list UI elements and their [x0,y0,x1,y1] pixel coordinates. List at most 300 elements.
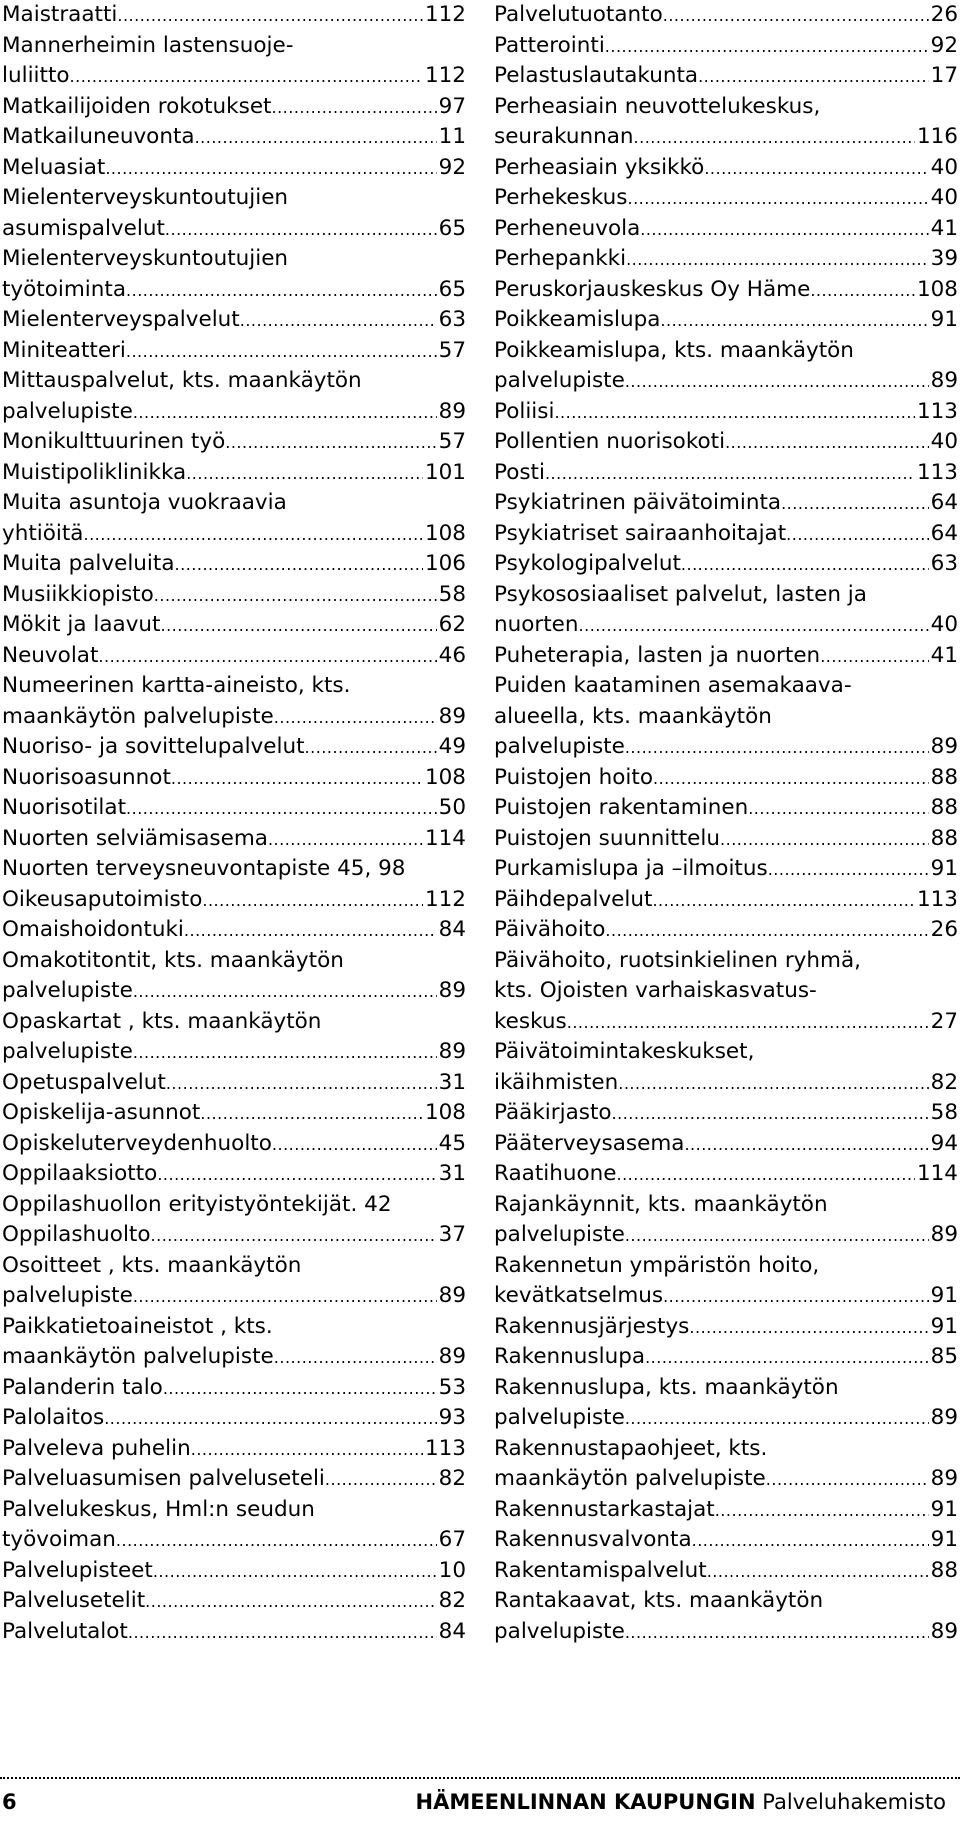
index-entry-text: Palvelukeskus, Hml:n seudun [2,1496,315,1522]
index-entry [494,458,958,489]
index-entry [2,122,466,153]
dot-leader [625,1618,929,1648]
index-entry-text: Rakennusvalvonta [494,1527,692,1552]
dot-leader [160,611,436,641]
index-entry-text: Purkamislupa ja –ilmoitus [494,856,768,881]
index-entry [2,885,466,916]
index-entry-text: Numeerinen kartta-aineisto, kts. [2,673,351,698]
index-entry-page: 89 [930,1405,958,1430]
index-entry-text: Palvelutalot [2,1618,128,1644]
index-entry-text: Puistojen suunnittelu [494,825,721,851]
dot-leader [325,1465,437,1495]
index-entry-text: Mielenterveyskuntoutujien [2,246,289,271]
index-entry-page: 85 [930,1344,958,1369]
index-entry-text: Rakennetun ympäristön hoito, [494,1252,820,1278]
index-entry [2,305,466,336]
dot-leader [105,154,436,184]
index-entry [2,458,466,489]
index-entry [2,397,466,428]
index-entry-page: 17 [930,63,958,88]
index-entry [494,1068,958,1099]
index-entry [494,1464,958,1495]
index-entry-page: 116 [916,124,958,149]
index-entry-text: Mittauspalvelut, kts. maankäytön [2,368,362,393]
dot-leader [157,1160,436,1190]
index-entry [2,854,466,885]
index-entry [2,1129,466,1160]
dot-leader [605,32,929,62]
index-entry-text: Matkailuneuvonta [2,124,195,149]
index-entry [2,1098,466,1129]
index-entry [494,549,958,580]
index-entry-text: Oikeusaputoimisto [2,886,203,912]
index-entry-text: palvelupiste [494,734,625,759]
index-entry-page: 84 [438,917,466,942]
index-entry [2,1525,466,1556]
index-entry-page: 49 [438,734,466,759]
index-entry-text: Perhekeskus [494,185,628,210]
dot-leader [195,123,437,153]
index-entry [494,1312,958,1343]
index-entry-page: 101 [424,459,466,485]
index-entry-page: 112 [424,886,466,912]
dot-leader [126,794,437,824]
index-entry-text: Muita asuntoja vuokraavia [2,490,287,515]
index-entry-text: Pääkirjasto [494,1100,612,1125]
index-entry-text: Poikkeamislupa [494,307,661,332]
index-entry-page: 88 [930,764,958,790]
dot-leader [768,855,929,885]
index-entry [494,793,958,824]
index-entry [494,671,958,702]
index-entry-text: Palolaitos [2,1405,105,1430]
index-entry [494,336,958,367]
index-entry-page: 89 [438,1283,466,1308]
dot-leader [126,337,437,367]
index-entry-page: 91 [930,307,958,332]
dot-leader [616,1160,914,1190]
dot-leader [626,245,929,275]
dot-leader [274,1343,437,1373]
index-entry-text: Mielenterveyskuntoutujien [2,185,289,210]
dot-leader [175,550,423,580]
dot-leader [640,215,928,245]
index-entry [2,1495,466,1526]
index-entry [2,427,466,458]
index-entry-page: 82 [438,1466,466,1491]
index-entry-text: Omakotitontit, kts. maankäytön [2,947,344,973]
dot-leader [191,1435,423,1465]
index-entry-page: 57 [438,429,466,454]
index-entry-page: 108 [424,764,466,790]
index-entry [494,1342,958,1373]
index-entry-page: 112 [424,2,466,27]
index-entry-page: 89 [438,703,466,729]
index-entry-text: Peruskorjauskeskus Oy Häme [494,276,811,302]
index-entry-text: Oppilashuollon erityistyöntekijät. 42 [2,1191,392,1217]
index-entry [2,1464,466,1495]
index-entry-page: 97 [438,93,466,119]
index-entry-text: seurakunnan [494,124,634,149]
index-entry-text: Posti [494,459,545,485]
index-entry-text: Rakentamispalvelut [494,1557,707,1583]
index-column-right [494,0,958,1647]
index-entry-page: 64 [930,490,958,515]
index-entry-text: Neuvolat [2,642,99,668]
index-entry-page: 106 [424,551,466,576]
index-entry-page: 114 [916,1161,958,1186]
index-entry-page: 89 [438,978,466,1003]
index-entry-page: 40 [930,429,958,454]
index-entry [494,1159,958,1190]
index-entry [494,153,958,184]
index-entry-text: palvelupiste [494,1222,625,1247]
index-entry-text: palvelupiste [494,368,625,393]
dot-leader [133,977,437,1007]
index-entry-page: 108 [424,520,466,546]
index-entry-text: Palvelutuotanto [494,2,663,27]
index-entry-text: Poikkeamislupa, kts. maankäytön [494,337,854,363]
index-entry-page: 113 [916,459,958,485]
index-entry-text: Palvelusetelit [2,1588,146,1613]
index-entry-page: 27 [930,1008,958,1034]
index-entry-page: 112 [424,63,466,88]
index-entry-page: 89 [438,1039,466,1064]
dot-leader [166,1069,437,1099]
dot-leader [663,1282,929,1312]
index-entry-text: Opiskeluterveydenhuolto [2,1130,272,1156]
index-entry [2,0,466,31]
index-entry [2,1007,466,1038]
index-entry [494,427,958,458]
index-entry [494,31,958,62]
dot-leader [133,398,437,428]
index-entry-text: Muita palveluita [2,551,175,576]
page-footer [0,1787,960,1817]
index-entry [494,854,958,885]
dot-leader [145,1587,436,1617]
index-column-left [2,0,466,1647]
dot-leader [781,489,929,519]
index-entry-text: Päivätoimintakeskukset, [494,1039,755,1064]
index-entry [494,1495,958,1526]
index-entry-text: Puistojen rakentaminen [494,795,749,820]
index-entry [494,1617,958,1648]
index-entry-page: 88 [930,795,958,820]
index-entry [2,1556,466,1587]
dot-leader [200,1099,423,1129]
index-entry [2,366,466,397]
dot-leader [625,1221,929,1251]
index-entry-text: Nuorisoasunnot [2,764,171,790]
index-entry-page: 91 [930,1283,958,1308]
footer-divider [0,1777,960,1779]
page-number: 6 [2,1790,17,1814]
index-entry-text: Raatihuone [494,1161,617,1186]
dot-leader [567,1008,929,1038]
index-entry [494,366,958,397]
index-entry-text: Rantakaavat, kts. maankäytön [494,1588,824,1613]
index-entry [2,702,466,733]
index-entry-page: 114 [424,825,466,851]
index-entry-page: 64 [930,520,958,546]
index-entry-page: 31 [438,1161,466,1186]
dot-leader [104,1404,436,1434]
dot-leader [660,306,928,336]
index-entry-text: Patterointi [494,32,605,58]
index-entry-text: Perheasiain neuvottelukeskus, [494,93,821,119]
index-entry [2,183,466,214]
index-entry [494,519,958,550]
index-entry-text: Psykiatriset sairaanhoitajat [494,520,787,546]
index-entry-text: Maistraatti [2,2,118,27]
dot-leader [225,428,436,458]
index-entry-text: Palveleva puhelin [2,1435,191,1461]
index-entry-text: Palanderin talo [2,1374,163,1400]
index-entry-text: Mielenterveyspalvelut [2,307,240,332]
index-entry-text: palvelupiste [2,398,133,424]
dot-leader [186,459,423,489]
dot-leader [627,184,928,214]
index-entry-page: 82 [930,1069,958,1095]
dot-leader [618,1069,928,1099]
dot-leader [98,642,436,672]
index-entry [494,1525,958,1556]
index-entry-text: Omaishoidontuki [2,917,184,942]
index-entry-page: 67 [438,1527,466,1552]
index-entry-text: ikäihmisten [494,1069,619,1095]
index-entry [2,1037,466,1068]
dot-leader [154,581,437,611]
index-entry-text: Päivähoito, ruotsinkielinen ryhmä, [494,947,861,973]
dot-leader [652,886,915,916]
dot-leader [554,398,915,428]
index-entry [2,1312,466,1343]
index-entry-text: Mökit ja laavut [2,612,161,637]
dot-leader [171,764,423,794]
index-entry-page: 88 [930,1557,958,1583]
index-entry [2,915,466,946]
index-entry-text: nuorten [494,612,579,637]
index-entry-page: 31 [438,1069,466,1095]
index-entry-page: 113 [424,1435,466,1461]
index-entry-text: Nuorten selviämisasema [2,825,268,851]
dot-leader [116,1526,437,1556]
index-entry-page: 39 [930,246,958,271]
index-entry-page: 26 [930,2,958,27]
dot-leader [625,1404,929,1434]
index-entry [494,92,958,123]
index-entry-page: 40 [930,612,958,637]
index-entry-text: Puheterapia, lasten ja nuorten [494,642,821,668]
index-entry-text: Nuorisotilat [2,795,127,820]
index-entry [2,1281,466,1312]
index-entry-text: Musiikkiopisto [2,581,154,607]
dot-leader [202,886,423,916]
index-entry-text: luliitto [2,63,70,88]
dot-leader [272,1130,437,1160]
index-entry [2,824,466,855]
index-entry-page: 108 [916,276,958,302]
index-entry-page: 37 [438,1222,466,1247]
index-entry-page: 92 [438,154,466,180]
index-entry-text: palvelupiste [2,1283,133,1308]
dot-leader [786,520,928,550]
index-entry-page: 58 [438,581,466,607]
index-entry [2,1190,466,1221]
dot-leader [274,703,437,733]
index-entry [2,488,466,519]
index-entry [2,1373,466,1404]
index-entry-page: 93 [438,1405,466,1430]
index-entry-text: kts. Ojoisten varhaiskasvatus- [494,978,817,1003]
index-entry [2,336,466,367]
index-entry [2,1617,466,1648]
dot-leader [820,642,928,672]
index-entry-text: keskus [494,1008,567,1034]
index-entry-text: Rakennustapaohjeet, kts. [494,1435,768,1461]
index-entry-page: 41 [930,642,958,668]
index-entry [494,61,958,92]
index-entry [2,763,466,794]
index-entry [2,275,466,306]
index-entry [2,1068,466,1099]
dot-leader [715,1496,929,1526]
index-entry [494,0,958,31]
index-entry [2,1251,466,1282]
index-entry [494,641,958,672]
index-entry [2,671,466,702]
index-entry-text: palvelupiste [2,978,133,1003]
index-entry-page: 92 [930,32,958,58]
index-entry-text: Nuoriso- ja sovittelupalvelut [2,734,305,759]
index-entry [2,580,466,611]
index-entry [2,1586,466,1617]
index-entry [494,305,958,336]
index-entry-page: 40 [930,185,958,210]
index-entry-text: palvelupiste [494,1405,625,1430]
index-entry-page: 11 [438,124,466,149]
index-entry-page: 108 [424,1100,466,1125]
index-entry-text: Palveluasumisen palveluseteli [2,1466,325,1491]
index-entry-page: 89 [438,1344,466,1369]
index-entry [2,1159,466,1190]
index-entry [494,824,958,855]
index-entry-text: Opetuspalvelut [2,1069,166,1095]
index-entry [494,763,958,794]
index-entry-page: 62 [438,612,466,637]
index-entry-text: Perheneuvola [494,215,641,241]
index-entry-text: Miniteatteri [2,337,126,363]
dot-leader [810,276,915,306]
dot-leader [133,1038,437,1068]
index-entry [494,580,958,611]
dot-leader [625,367,929,397]
dot-leader [689,1313,928,1343]
index-entry-page: 84 [438,1618,466,1644]
index-entry-page: 89 [930,1222,958,1247]
index-entry [2,1220,466,1251]
index-entry-page: 88 [930,825,958,851]
index-entry [494,1556,958,1587]
dot-leader [117,1,423,31]
index-entry [494,214,958,245]
index-entry-text: Rajankäynnit, kts. maankäytön [494,1191,828,1217]
dot-leader [128,1618,437,1648]
index-entry [2,1434,466,1465]
dot-leader [126,276,437,306]
index-entry-text: Psykososiaaliset palvelut, lasten ja [494,581,867,607]
index-entry-page: 94 [930,1130,958,1156]
index-entry [494,1037,958,1068]
index-entry-page: 65 [438,215,466,241]
index-entry-text: Pelastuslautakunta [494,63,699,88]
footer-title [416,1790,947,1814]
index-entry-page: 91 [930,1527,958,1552]
index-entry-page: 50 [438,795,466,820]
index-entry-text: palvelupiste [2,1039,133,1064]
index-entry-text: Oppilaaksiotto [2,1161,158,1186]
index-entry-page: 10 [438,1557,466,1583]
dot-leader [579,611,929,641]
index-entry-text: Nuorten terveysneuvontapiste 45, 98 [2,856,406,881]
index-entry-text: työtoiminta [2,276,127,302]
dot-leader [692,1526,929,1556]
index-entry-page: 91 [930,1496,958,1522]
index-entry-page: 89 [438,398,466,424]
index-entry-text: Pääterveysasema [494,1130,685,1156]
index-entry [494,1403,958,1434]
footer-city: HÄMEENLINNAN KAUPUNGIN [415,1790,756,1814]
index-entry [2,732,466,763]
index-entry [494,183,958,214]
index-entry-text: maankäytön palvelupiste [2,703,274,729]
index-entry [494,275,958,306]
index-entry-text: Paikkatietoaineistot , kts. [2,1313,273,1339]
index-entry-text: Meluasiat [2,154,106,180]
index-entry-text: alueella, kts. maankäytön [494,703,772,729]
index-entry-text: Osoitteet , kts. maankäytön [2,1252,302,1278]
index-entry [2,641,466,672]
index-entry-text: asumispalvelut [2,215,165,241]
index-entry [494,946,958,977]
index-entry [494,1434,958,1465]
index-entry-text: maankäytön palvelupiste [2,1344,274,1369]
index-entry [494,1007,958,1038]
index-entry-text: Opiskelija-asunnot [2,1100,201,1125]
index-entry-page: 65 [438,276,466,302]
index-entry [494,1281,958,1312]
index-entry [2,976,466,1007]
index-entry-text: Päivähoito [494,917,606,942]
index-entry [2,610,466,641]
index-entry [494,610,958,641]
dot-leader [625,733,929,763]
dot-leader [653,764,929,794]
dot-leader [70,62,423,92]
index-entry [494,1373,958,1404]
index-entry-text: Psykiatrinen päivätoiminta [494,490,782,515]
index-entry-text: Perheasiain yksikkö [494,154,705,180]
index-entry-text: Mannerheimin lastensuoje- [2,32,294,58]
dot-leader [305,733,437,763]
index-entry-text: Päihdepalvelut [494,886,653,912]
index-entry [2,153,466,184]
index-entry-page: 26 [930,917,958,942]
index-entry [2,793,466,824]
dot-leader [634,123,915,153]
index-entry-page: 89 [930,1466,958,1491]
